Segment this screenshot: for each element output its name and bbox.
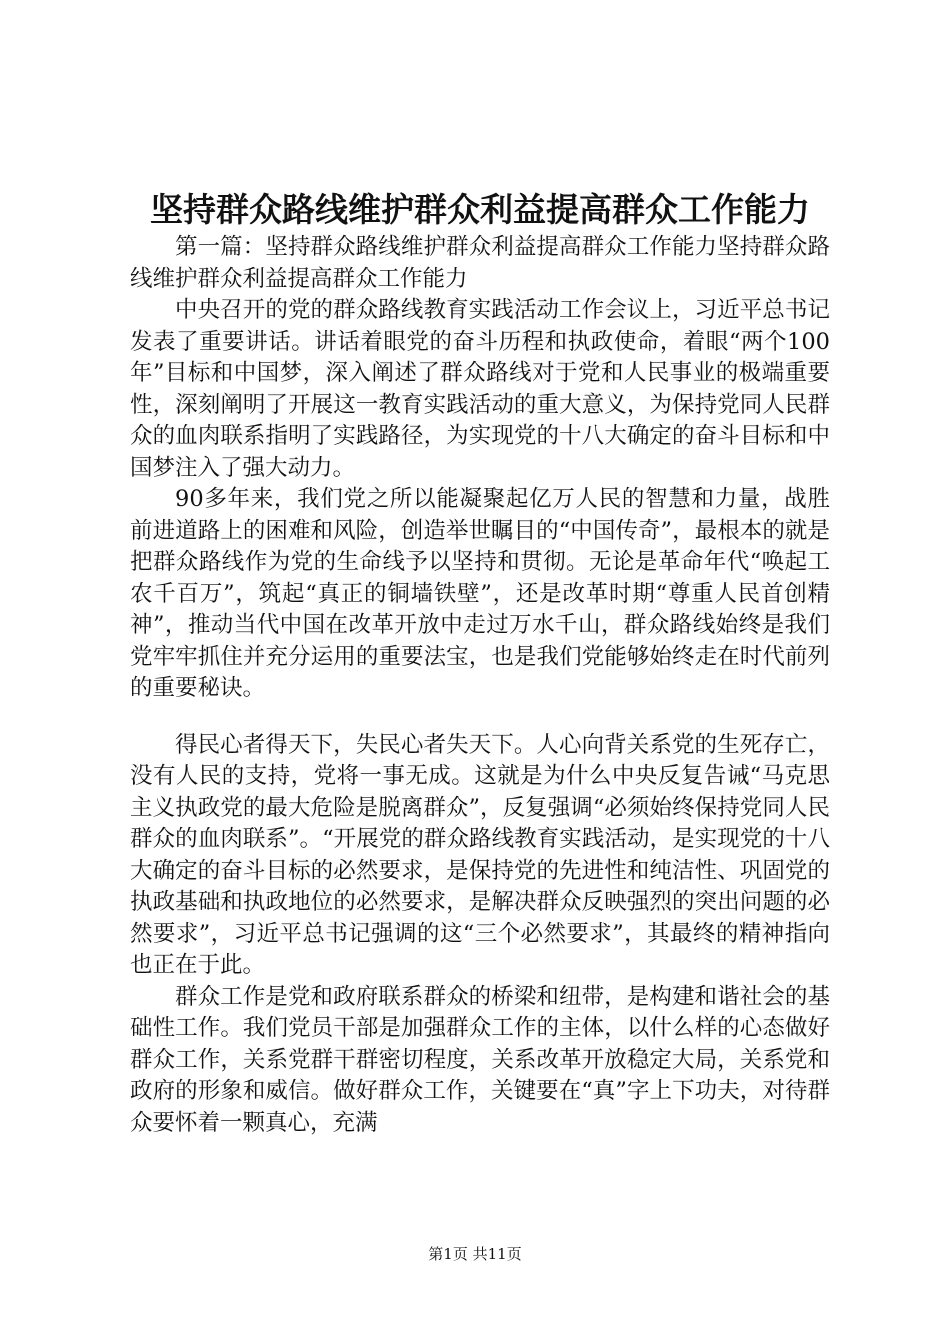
- paragraph-spacer: [130, 705, 830, 730]
- page-footer: 第1页 共11页: [428, 1245, 522, 1263]
- document-title: 坚持群众路线维护群众利益提高群众工作能力: [150, 190, 810, 229]
- document-page: [130, 188, 830, 1139]
- paragraph-3: 90多年来，我们党之所以能凝聚起亿万人民的智慧和力量，战胜前进道路上的困难和风险，创造举世瞩目的“中国传奇”，最根本的就是把群众路线作为党的生命线予以坚持和贯彻。无论是革命年代“唤起工农千百万”，筑起“真正的铜墙铁壁”，还是改革时期“尊重人民首创精神”，推动当代中国在改革开放中走过万水千山，群众路线始终是我们党牢牢抓住并充分运用的重要法宝，也是我们党能够始终走在时代前列的重要秘诀。: [130, 486, 830, 701]
- paragraph-5: 群众工作是党和政府联系群众的桥梁和纽带，是构建和谐社会的基础性工作。我们党员干部是加强群众工作的主体，以什么样的心态做好群众工作，关系党群干群密切程度，关系改革开放稳定大局，关系党和政府的形象和威信。做好群众工作，关键要在“真”字上下功夫，对待群众要怀着一颗真心，充满: [130, 983, 830, 1136]
- paragraph-2: 中央召开的党的群众路线教育实践活动工作会议上，习近平总书记发表了重要讲话。讲话着眼党的奋斗历程和执政使命，着眼“两个100年”目标和中国梦，深入阐述了群众路线对于党和人民事业的极端重要性，深刻阐明了开展这一教育实践活动的重大意义，为保持党同人民群众的血肉联系指明了实践路径，为实现党的十八大确定的奋斗目标和中国梦注入了强大动力。: [130, 297, 830, 481]
- paragraph-1: 第一篇：坚持群众路线维护群众利益提高群众工作能力坚持群众路线维护群众利益提高群众工作能力: [130, 234, 830, 292]
- paragraph-4: 得民心者得天下，失民心者失天下。人心向背关系党的生死存亡，没有人民的支持，党将一事无成。这就是为什么中央反复告诫“马克思主义执政党的最大危险是脱离群众”，反复强调“必须始终保持党同人民群众的血肉联系”。“开展党的群众路线教育实践活动，是实现党的十八大确定的奋斗目标的必然要求，是保持党的先进性和纯洁性、巩固党的执政基础和执政地位的必然要求，是解决群众反映强烈的突出问题的必然要求”，习近平总书记强调的这“三个必然要求”，其最终的精神指向也正在于此。: [130, 731, 830, 978]
